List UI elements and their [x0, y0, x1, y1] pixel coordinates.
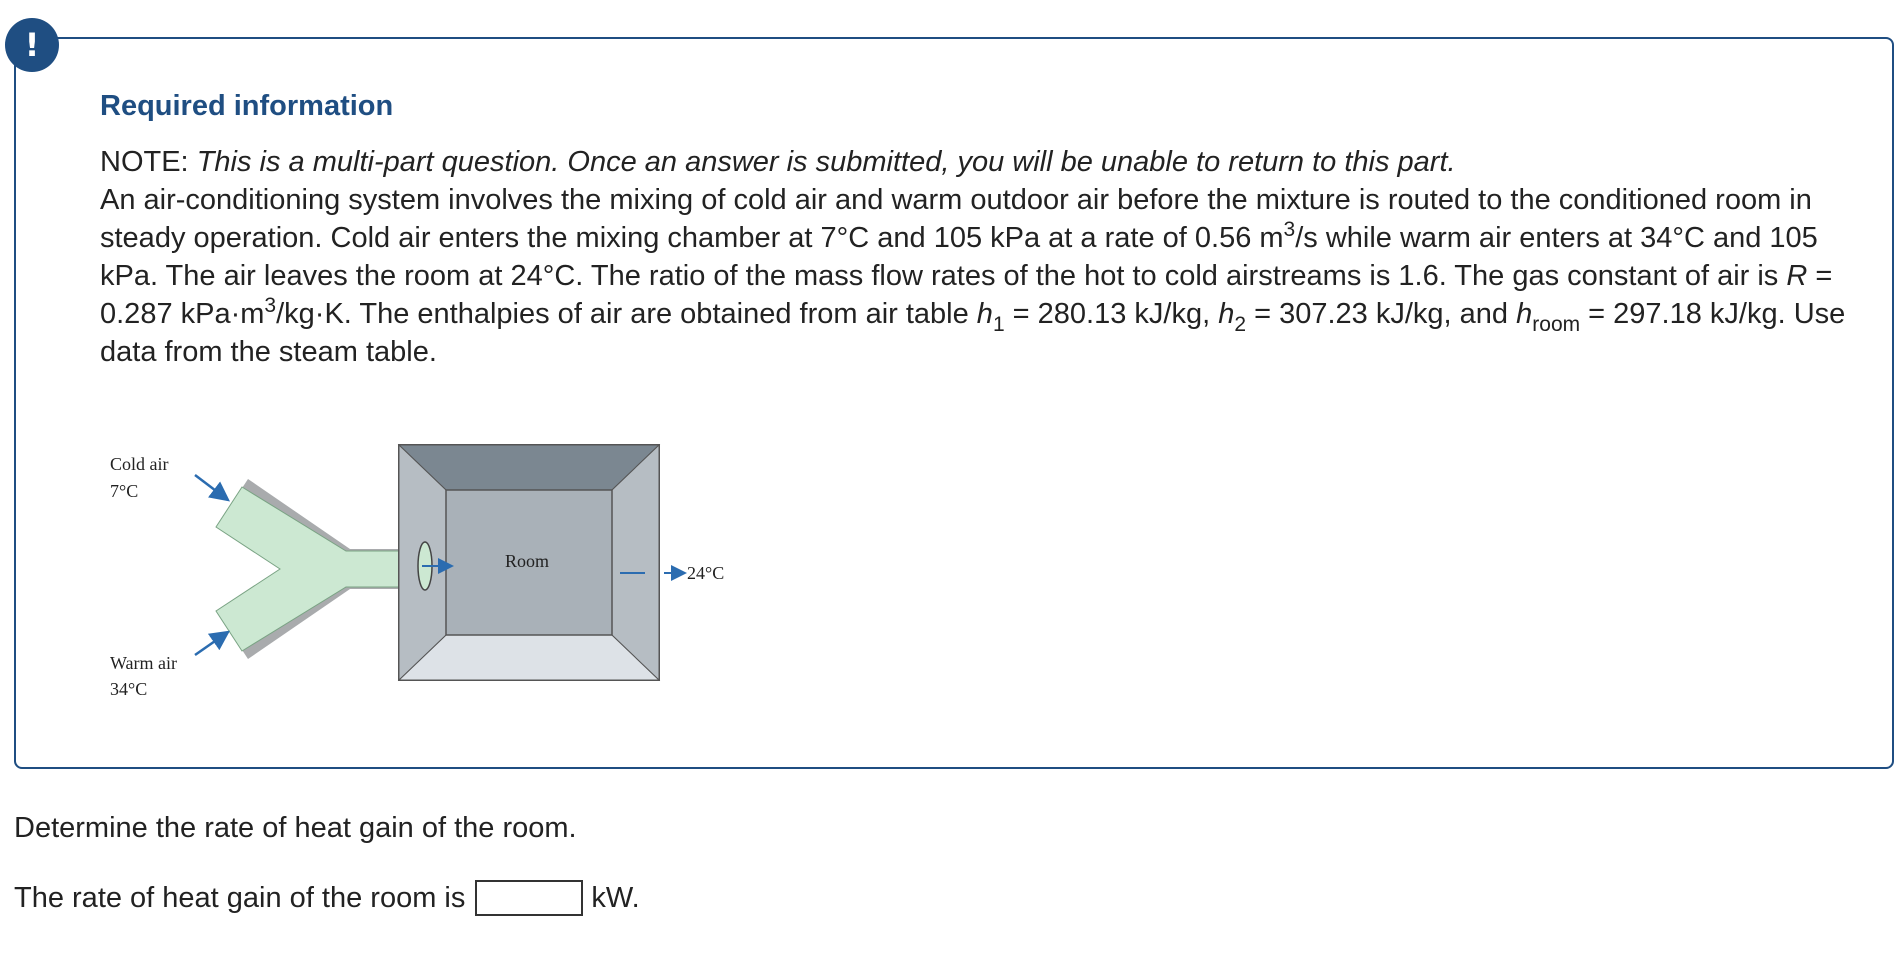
note-line	[100, 143, 1870, 181]
variable-h2: h	[1218, 298, 1235, 330]
warm-air-label: Warm air	[110, 653, 178, 673]
problem-statement	[100, 143, 1870, 371]
room-label: Room	[505, 551, 550, 571]
alert-icon: !	[5, 18, 59, 72]
note-label: NOTE:	[100, 146, 189, 178]
answer-prefix: The rate of heat gain of the room is	[14, 881, 466, 914]
problem-text: = 0.287 kPa·m	[100, 260, 1833, 330]
info-title: Required information	[100, 90, 394, 122]
subscript: room	[1532, 313, 1581, 336]
variable-r: R	[1786, 260, 1808, 292]
problem-text: An air-conditioning system involves the mixing of cold air and warm outdoor air before the mixture is routed to the conditioned room in steady operation. Cold air enters the mixing chamber at 7°C and 105 kPa at a rate of 0.56 m	[100, 184, 1812, 254]
variable-hroom: h	[1516, 298, 1533, 330]
duct-air	[216, 487, 400, 651]
cold-air-temp: 7°C	[110, 481, 139, 501]
problem-text: /s while warm air enters at 34°C and 105 kPa. The air leaves the room at 24°C. The ratio of the mass flow rates of the hot to cold airstreams is 1.6. The gas constant of air is	[100, 222, 1818, 292]
exit-temp: 24°C	[687, 563, 725, 583]
subscript: 1	[992, 313, 1005, 336]
note-text: This is a multi-part question. Once an answer is submitted, you will be unable to return to this part.	[196, 146, 1456, 178]
problem-text: = 307.23 kJ/kg, and	[1246, 298, 1517, 330]
problem-paragraph	[100, 181, 1870, 371]
cold-air-arrow	[195, 475, 228, 500]
problem-text: = 280.13 kJ/kg,	[1004, 298, 1219, 330]
problem-text: = 297.18 kJ/kg. Use data from the steam table.	[100, 298, 1846, 368]
subscript: 2	[1234, 313, 1247, 336]
problem-text: /kg·K. The enthalpies of air are obtained from air table	[276, 298, 977, 330]
superscript: 3	[264, 294, 277, 317]
superscript: 3	[1283, 218, 1296, 241]
answer-unit: kW.	[591, 881, 640, 914]
cold-air-label: Cold air	[110, 454, 169, 474]
variable-h1: h	[976, 298, 993, 330]
question-text: Determine the rate of heat gain of the room.	[14, 812, 577, 844]
answer-row	[14, 880, 640, 916]
heat-gain-input[interactable]	[475, 880, 583, 916]
warm-air-temp: 34°C	[110, 679, 148, 699]
warm-air-arrow	[195, 632, 228, 655]
mixing-chamber-diagram	[100, 435, 725, 710]
